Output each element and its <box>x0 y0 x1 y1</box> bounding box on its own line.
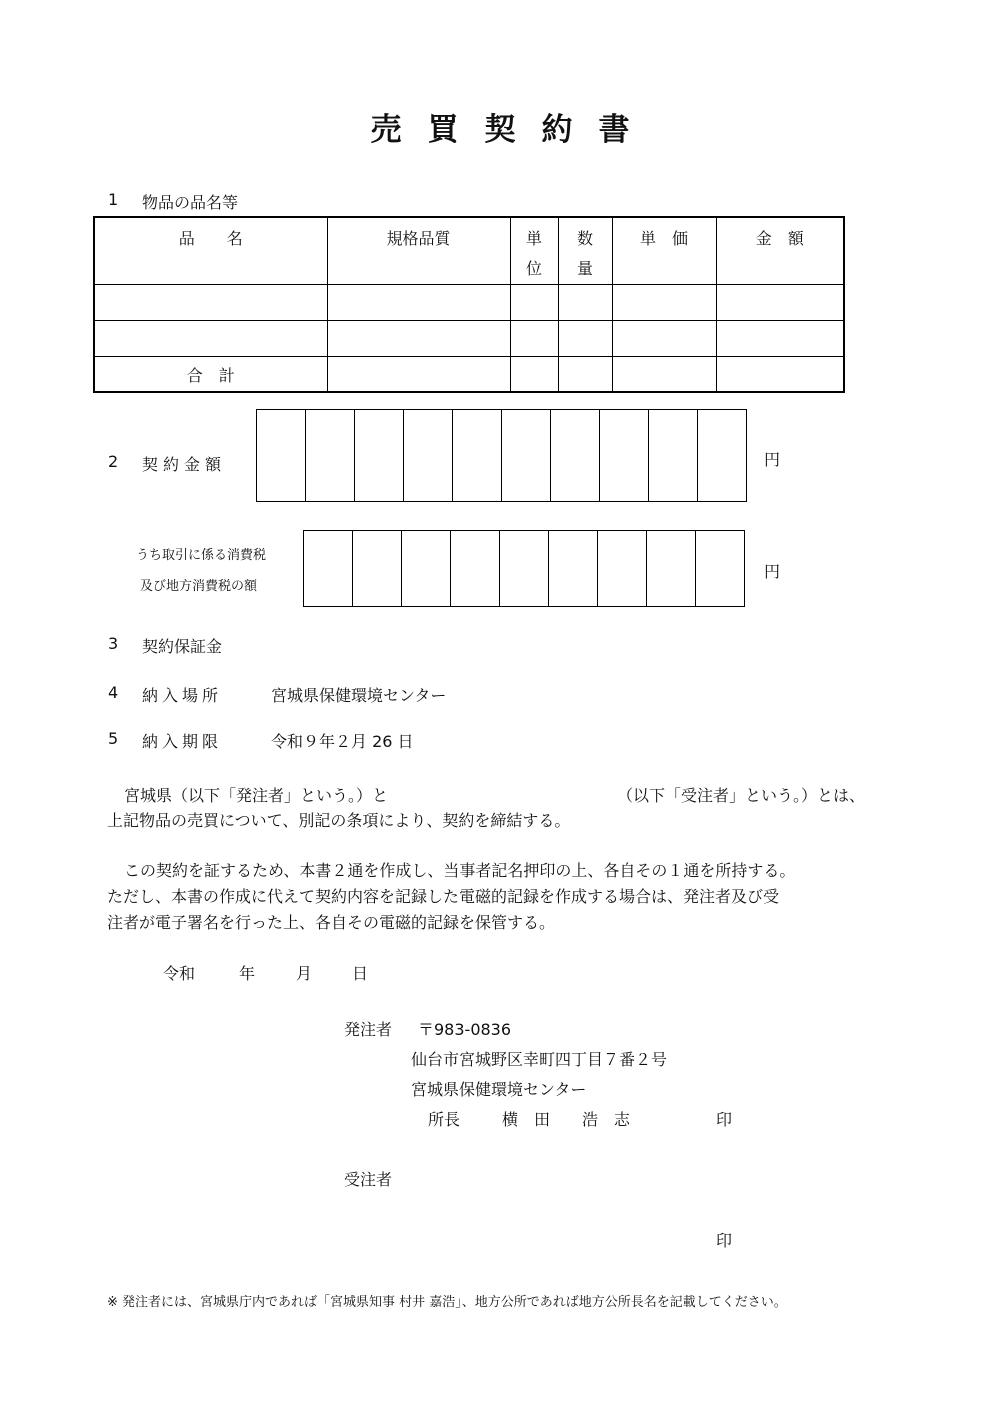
tax-amount-boxes <box>303 530 745 607</box>
date-day: 日 <box>352 964 369 983</box>
contractor-seal-mark: 印 <box>716 1231 733 1250</box>
delivery-place: 宮城県保健環境センター <box>271 686 447 705</box>
section-5-label: 納入期限 <box>142 732 223 751</box>
section-1-number: 1 <box>108 190 119 209</box>
section-4-label: 納入場所 <box>142 686 223 705</box>
header-unit-price: 単 価 <box>612 217 716 285</box>
header-quantity <box>558 217 612 285</box>
digit-box <box>404 409 453 502</box>
tax-label-line1: うち取引に係る消費税 <box>136 548 267 563</box>
header-quantity-top: 数 <box>576 229 593 248</box>
total-label: 合 計 <box>94 357 327 393</box>
orderer-label: 発注者 <box>344 1020 393 1039</box>
digit-box <box>502 409 551 502</box>
section-1-label: 物品の品名等 <box>142 193 239 212</box>
orderer-seal-mark: 印 <box>716 1110 733 1129</box>
digit-box <box>451 530 500 607</box>
date-year: 年 <box>239 964 256 983</box>
section-4-number: 4 <box>108 683 119 702</box>
header-item-name: 品 名 <box>94 217 327 285</box>
header-quantity-bottom: 量 <box>576 259 593 278</box>
date-era: 令和 <box>163 964 196 983</box>
section-3-number: 3 <box>108 634 119 653</box>
digit-box <box>355 409 404 502</box>
digit-box <box>549 530 598 607</box>
section-3-label: 契約保証金 <box>142 637 223 656</box>
header-unit <box>510 217 558 285</box>
contract-amount-boxes <box>256 409 747 502</box>
contract-amount-unit: 円 <box>764 450 781 469</box>
table-header-row <box>94 217 844 285</box>
section-2-label: 契約金額 <box>142 455 227 474</box>
delivery-deadline: 令和９年２月 26 日 <box>271 732 414 751</box>
digit-box <box>600 409 649 502</box>
header-amount: 金 額 <box>716 217 844 285</box>
paragraph-2-line1: この契約を証するため、本書２通を作成し、当事者記名押印の上、各自その１通を所持する。 <box>124 861 796 880</box>
digit-box <box>257 409 306 502</box>
date-month: 月 <box>296 964 313 983</box>
paragraph-2-line2: ただし、本書の作成に代えて契約内容を記録した電磁的記録を作成する場合は、発注者及び受 <box>107 887 780 906</box>
paragraph-1-start: 宮城県（以下「発注者」という。）と <box>124 786 389 805</box>
document-title: 売買契約書 <box>370 112 656 148</box>
digit-box <box>402 530 451 607</box>
digit-box <box>304 530 353 607</box>
paragraph-1-middle: （以下「受注者」という。）とは、 <box>617 786 866 805</box>
digit-box <box>500 530 549 607</box>
digit-box <box>353 530 402 607</box>
digit-box <box>698 409 747 502</box>
tax-label-line2: 及び地方消費税の額 <box>140 579 258 594</box>
table-row <box>94 321 844 357</box>
digit-box <box>649 409 698 502</box>
section-5-number: 5 <box>108 729 119 748</box>
orderer-organization: 宮城県保健環境センター <box>411 1080 587 1099</box>
footnote: ※ 発注者には、宮城県庁内であれば「宮城県知事 村井 嘉浩」、地方公所であれば地方公所長名を記載してください。 <box>107 1295 787 1310</box>
table-total-row <box>94 357 844 393</box>
digit-box <box>306 409 355 502</box>
digit-box <box>453 409 502 502</box>
section-2-number: 2 <box>108 452 119 471</box>
digit-box <box>551 409 600 502</box>
header-unit-top: 単 <box>525 229 542 248</box>
orderer-name: 横 田 浩 志 <box>502 1110 631 1129</box>
digit-box <box>598 530 647 607</box>
table-row <box>94 285 844 321</box>
header-spec: 規格品質 <box>327 217 510 285</box>
orderer-postal: 〒983-0836 <box>418 1020 512 1039</box>
header-unit-bottom: 位 <box>525 259 542 278</box>
digit-box <box>647 530 696 607</box>
orderer-title: 所長 <box>428 1110 461 1129</box>
items-table <box>93 216 845 393</box>
tax-amount-unit: 円 <box>764 562 781 581</box>
orderer-address: 仙台市宮城野区幸町四丁目７番２号 <box>411 1050 668 1069</box>
contractor-label: 受注者 <box>344 1170 393 1189</box>
digit-box <box>696 530 745 607</box>
paragraph-2-line3: 注者が電子署名を行った上、各自その電磁的記録を保管する。 <box>107 913 556 932</box>
paragraph-1-end: 上記物品の売買について、別記の条項により、契約を締結する。 <box>107 811 571 830</box>
